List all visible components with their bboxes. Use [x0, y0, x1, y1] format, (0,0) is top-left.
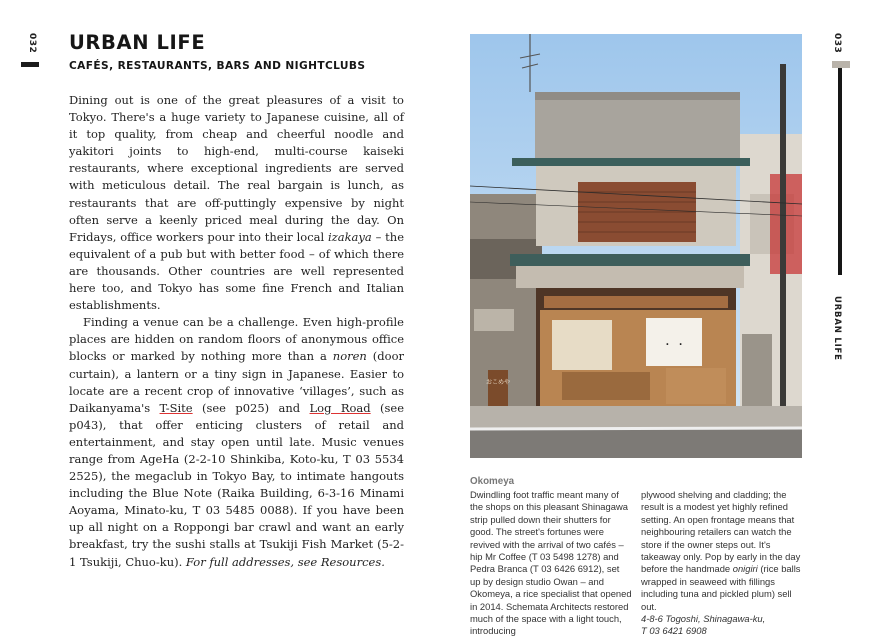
paragraph-2 — [69, 314, 404, 570]
paragraph-1 — [69, 92, 404, 314]
page-marker-left — [21, 62, 39, 67]
caption-col2-text-a: plywood shelving and cladding; the result is a modest yet highly refined setting. An open frontage means that neighbouring retailers can watch the store if the owner steps out. It's takeaway only. Pop by early in the day before the handmade — [641, 489, 801, 575]
shop-sign-text: おこめや — [485, 379, 511, 386]
t-site-link[interactable]: T-Site — [159, 400, 193, 415]
side-section-label: URBAN LIFE — [832, 296, 842, 361]
svg-text:・ ・: ・ ・ — [662, 340, 686, 351]
section-progress-bar — [838, 68, 842, 275]
caption-col2-text — [641, 489, 803, 613]
page-number-left: 032 — [27, 33, 37, 54]
page-number-right: 033 — [832, 33, 842, 54]
p2-text-b: (door curtain), a lantern or a tiny sign in Japanese. Easier to locate are a recent crop of innovative ‘villages’, such as Daikanyama's — [69, 349, 404, 415]
p1-text-b: – the equivalent of a pub but with better food – of which there are thousands. Other countries are well represented here too, and Tokyo has some fine French and Italian establishments. — [69, 229, 404, 313]
storefront-illustration — [470, 34, 802, 458]
p2-resources-note: For full addresses, see Resources. — [185, 554, 385, 569]
storefront-photo — [470, 34, 802, 458]
caption-column-2 — [641, 489, 803, 638]
caption-address — [641, 613, 803, 625]
caption-col1-text: Dwindling foot traffic meant many of the shops on this pleasant Shinagawa strip pulled down their shutters for good. The street's fortunes were revived with the arrival of two cafés – hip Mr Coffee (T 03 5498 1278) and Pedra Branca (T 03 6426 6912), set up by design studio Owan – and Okomeya, a rice specialist that opened in 2014. Schemata Architects restored much of the space with a light touch, introducing — [470, 489, 632, 637]
caption-term-onigiri: onigiri — [732, 563, 758, 575]
p1-term-izakaya: izakaya — [328, 229, 372, 244]
section-title: URBAN LIFE — [69, 31, 206, 54]
caption-phone — [641, 625, 803, 637]
caption-phone-text: T 03 6421 6908 — [641, 625, 707, 637]
page-marker-right — [832, 61, 850, 68]
section-subtitle: CAFÉS, RESTAURANTS, BARS AND NIGHTCLUBS — [69, 60, 366, 72]
p2-term-noren: noren — [332, 349, 367, 364]
caption-column-1 — [470, 489, 632, 638]
caption-col2-text-b: (rice balls wrapped in seaweed with fillings including tuna and pickled plum) sell out. — [641, 563, 801, 612]
caption-title: Okomeya — [470, 476, 515, 487]
caption-address-text: 4-8-6 Togoshi, Shinagawa-ku, — [641, 613, 766, 625]
p2-text-d: (see p043), that offer enticing clusters of retail and entertainment, and stay open until late. Music venues range from AgeHa (2-2-10 Shinkiba, Koto-ku, T 03 5534 2525), the megaclub in Tokyo Bay, to intimate hangouts including the Blue Note (Raika Building, 6-3-16 Minami Aoyama, Minato-ku, T 03 5485 0088). If you have been up all night on a Roppongi bar crawl and want an early breakfast, try the sushi stalls at Tsukiji Fish Market (5-2-1 Tsukiji, Chuo-ku). — [69, 400, 405, 569]
article-body — [69, 92, 404, 571]
p2-text-a: Finding a venue can be a challenge. Even high-profile places are hidden on random floors of anonymous office blocks or marked by nothing more than a — [69, 315, 404, 364]
p1-text-a: Dining out is one of the great pleasures of a visit to Tokyo. There's a huge variety to Japanese cuisine, all of it top quality, from cheap and cheerful noodle and yakitori joints to high-end, multi-course kaiseki restaurants, where exceptional ingredients are served with meticulous detail. The real bargain is lunch, as restaurants that are off-puttingly expensive by night often serve a keenly priced meal during the day. On Fridays, office workers pour into their local — [69, 93, 404, 244]
log-road-link[interactable]: Log Road — [309, 400, 371, 415]
p2-text-c: (see p025) and — [192, 400, 310, 415]
